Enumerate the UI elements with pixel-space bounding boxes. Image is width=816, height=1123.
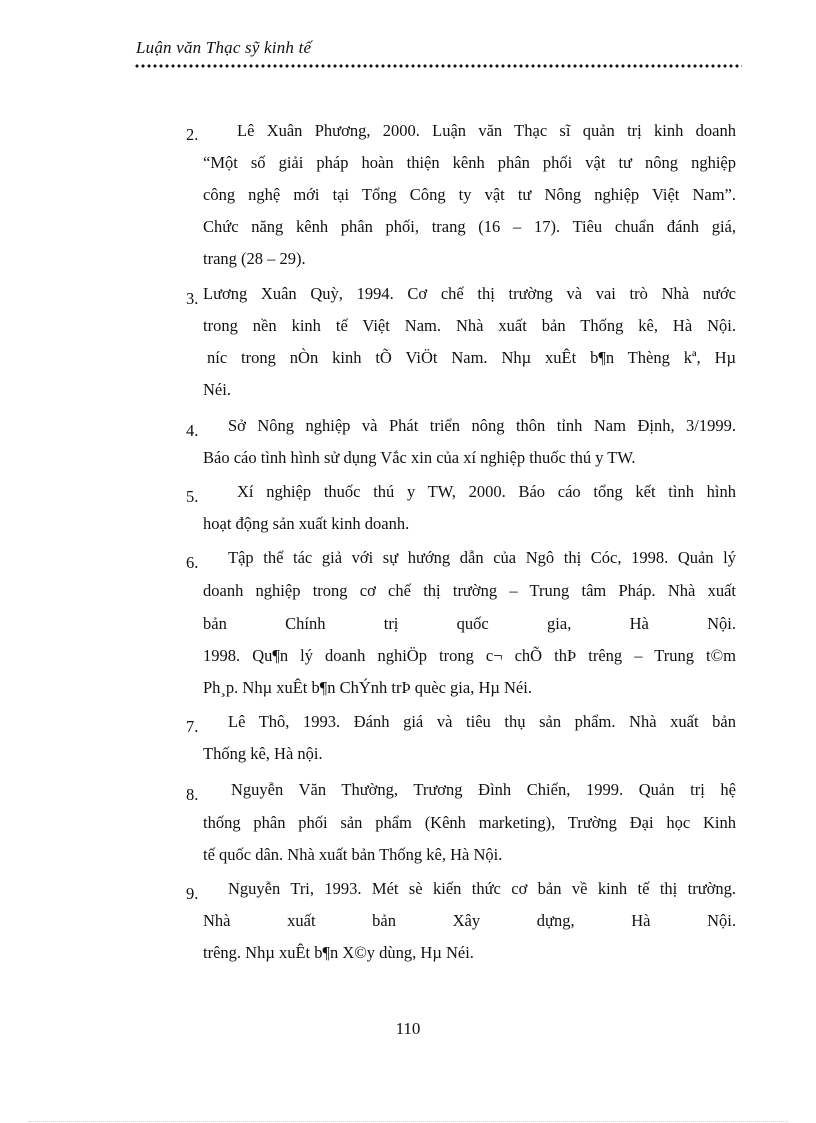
reference-line: Nguyễn Văn Thường, Trương Đình Chiến, 1999. Quản trị hệ — [231, 780, 736, 799]
reference-line: thống phân phối sản phẩm (Kênh marketing), Trường Đại học Kinh — [203, 813, 736, 832]
reference-line: bản Chính trị quốc gia, Hà Nội. — [203, 614, 736, 633]
reference-line: Sở Nông nghiệp và Phát triển nông thôn tỉnh Nam Định, 3/1999. — [228, 416, 736, 435]
reference-number: 6. — [186, 553, 199, 572]
reference-line: Chức năng kênh phân phối, trang (16 – 17). Tiêu chuẩn đánh giá, — [203, 217, 736, 236]
reference-number: 7. — [186, 717, 199, 736]
reference-line: Thống kê, Hà nội. — [203, 744, 323, 763]
reference-line: Lê Thô, 1993. Đánh giá và tiêu thụ sản phẩm. Nhà xuất bản — [228, 712, 736, 731]
reference-line: Xí nghiệp thuốc thú y TW, 2000. Báo cáo tổng kết tình hình — [237, 482, 736, 501]
reference-number: 3. — [186, 289, 199, 308]
reference-line: hoạt động sản xuất kinh doanh. — [203, 514, 410, 533]
reference-line: tế quốc dân. Nhà xuất bản Thống kê, Hà Nội. — [203, 845, 503, 864]
reference-line: công nghệ mới tại Tổng Công ty vật tư Nông nghiệp Việt Nam”. — [203, 185, 736, 204]
reference-line: doanh nghiệp trong cơ chế thị trường – Trung tâm Pháp. Nhà xuất — [203, 581, 736, 600]
reference-line: Báo cáo tình hình sử dụng Vắc xin của xí nghiệp thuốc thú y TW. — [203, 448, 636, 467]
reference-line: Ph¸p. Nhµ xuÊt b¶n ChÝnh trÞ quèc gia, Hµ Néi. — [203, 678, 532, 697]
page-number: 110 — [395, 1019, 421, 1038]
reference-line: “Một số giải pháp hoàn thiện kênh phân phối vật tư nông nghiệp — [203, 153, 736, 172]
reference-line: 1998. Qu¶n lý doanh nghiÖp trong c¬ chÕ thÞ trêng – Trung t©m — [203, 646, 736, 665]
reference-line: Lê Xuân Phương, 2000. Luận văn Thạc sĩ quản trị kinh doanh — [237, 121, 736, 140]
reference-number: 9. — [186, 884, 199, 903]
reference-line: Lương Xuân Quỳ, 1994. Cơ chế thị trường và vai trò Nhà nước — [203, 284, 736, 303]
reference-line: trêng. Nhµ xuÊt b¶n X©y dùng, Hµ Néi. — [203, 943, 474, 962]
header-dotted-rule — [134, 64, 742, 68]
reference-line: Nhà xuất bản Xây dựng, Hà Nội. — [203, 911, 736, 930]
reference-number: 5. — [186, 487, 199, 506]
reference-number: 2. — [186, 125, 199, 144]
reference-number: 8. — [186, 785, 199, 804]
reference-line: Nguyễn Tri, 1993. Mét sè kiến thức cơ bản về kinh tế thị trường. — [228, 879, 736, 898]
reference-line: níc trong nÒn kinh tÕ ViÖt Nam. Nhµ xuÊt b¶n Thèng kª, Hµ — [207, 348, 736, 367]
reference-line: trang (28 – 29). — [203, 249, 306, 268]
reference-line: Tập thể tác giả với sự hướng dẫn của Ngô thị Cóc, 1998. Quản lý — [228, 548, 736, 567]
reference-line: trong nền kinh tế Việt Nam. Nhà xuất bản Thống kê, Hà Nội. — [203, 316, 736, 335]
header-title: Luận văn Thạc sỹ kinh tế — [136, 38, 312, 57]
reference-line: Néi. — [203, 380, 231, 399]
reference-number: 4. — [186, 421, 199, 440]
